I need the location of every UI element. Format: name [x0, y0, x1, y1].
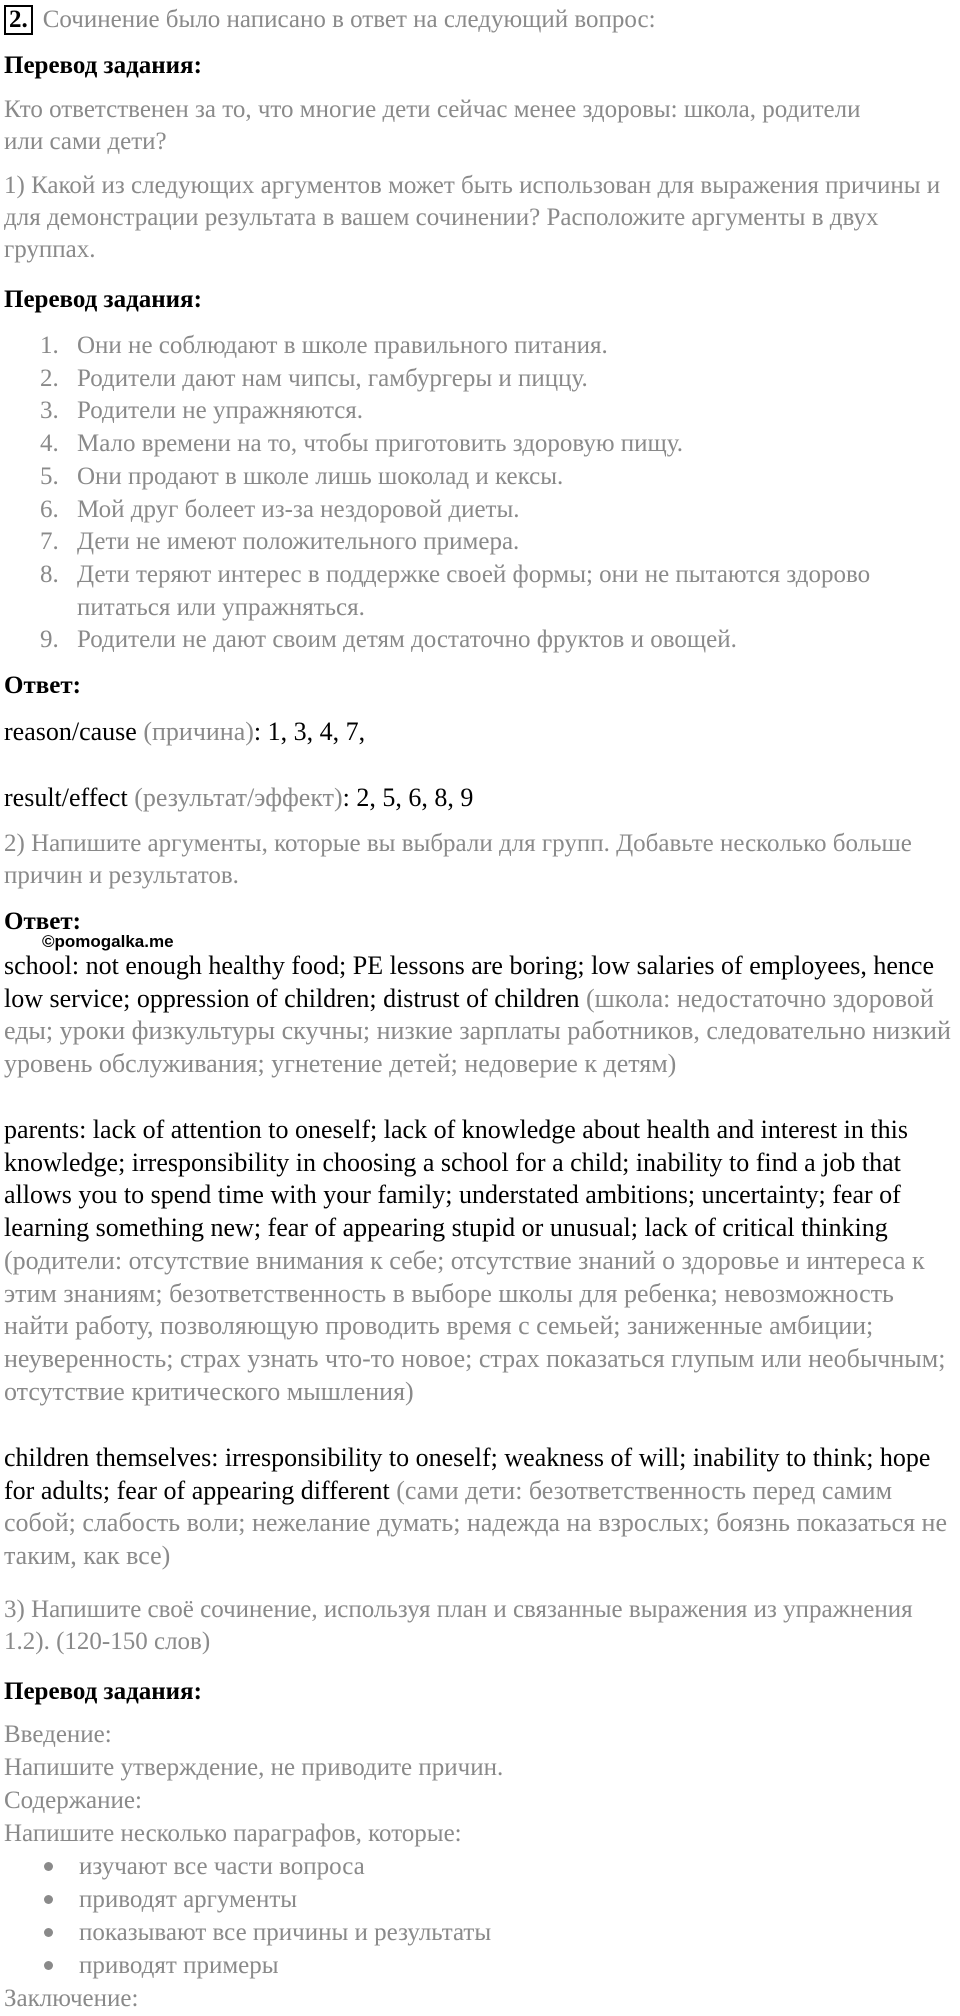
parents-paragraph: parents: lack of attention to oneself; lack of knowledge about health and interest in this knowledge; irresponsibility in choosing a school for a child; inability to find a job that allows you to spend time with your family; understated ambitions; uncertainty; fear of learning something new; fear of appearing stupid or unusual; lack of critical thinking (родители: отсутствие внимания к себе; отсутствие знаний о здоровье и интереса к этим знаниям; безответственность в выборе школы для ребенка; невозможность найти работу, позволяющую проводить время с семьей; заниженные амбиции; неуверенность; страх узнать что-то новое; страх показаться глупым или необычным; отсутствие критического мышления) — [4, 1115, 946, 1406]
school-paragraph: school: not enough healthy food; PE lessons are boring; low salaries of employees, hence low service; oppression of children; distrust of children (школа: недостаточно здоровой еды; уроки физкультуры скучны; низкие зарплаты работников, следовательно низкий уровень обслуживания; угнетение детей; недоверие к детям) — [4, 951, 951, 1079]
intro-text: Напишите утверждение, не приводите причин. — [4, 1754, 504, 1781]
translation-heading-1: Перевод задания: — [4, 52, 202, 79]
list-item: 3. Родители не упражняются. — [40, 397, 364, 425]
list-item: 6. Мой друг болеет из-за нездоровой диеты. — [40, 495, 520, 523]
list-item: 5. Они продают в школе лишь шоколад и кексы. — [40, 462, 564, 490]
bullet-icon — [44, 1895, 53, 1904]
list-item: 4. Мало времени на то, чтобы приготовить здоровую пищу. — [40, 430, 684, 458]
arguments-list — [4, 330, 904, 657]
list-item: приводят аргументы — [4, 1883, 944, 1916]
bullet-icon — [44, 1862, 53, 1871]
body-text: Напишите несколько параграфов, которые: — [4, 1820, 462, 1847]
list-item: 7. Дети не имеют положительного примера. — [40, 528, 520, 556]
task-number: 2. — [4, 5, 33, 35]
question-text: Кто ответственен за то, что многие дети сейчас менее здоровы: школа, родители или сами дети? — [4, 96, 861, 155]
intro-label: Введение: — [4, 1721, 112, 1748]
task-header — [4, 4, 954, 36]
answer-heading-2: Ответ: — [4, 908, 81, 935]
body-label: Содержание: — [4, 1787, 142, 1814]
translation-heading-3: Перевод задания: — [4, 1678, 202, 1705]
part3-prompt: 3) Напишите своё сочинение, используя план и связанные выражения из упражнения 1.2). (120-150 слов) — [4, 1596, 913, 1655]
list-item: показывают все причины и результаты — [4, 1916, 944, 1949]
task-intro: Сочинение было написано в ответ на следующий вопрос: — [42, 6, 656, 33]
part2-prompt: 2) Напишите аргументы, которые вы выбрали для групп. Добавьте несколько больше причин и результатов. — [4, 830, 912, 889]
bullet-icon — [44, 1928, 53, 1937]
conclusion-label: Заключение: — [4, 1985, 139, 2012]
reason-line: reason/cause (причина): 1, 3, 4, 7, — [4, 717, 366, 746]
list-item: 8. Дети теряют интерес в поддержке своей формы; они не пытаются здорово питаться или упражняться. — [40, 560, 871, 621]
part1-prompt: 1) Какой из следующих аргументов может быть использован для выражения причины и для демонстрации результата в вашем сочинении? Расположите аргументы в двух группах. — [4, 172, 941, 263]
plan-bullets — [4, 1850, 944, 1982]
plan-block — [4, 1718, 944, 2015]
translation-heading-2: Перевод задания: — [4, 286, 202, 313]
list-item: приводят примеры — [4, 1949, 944, 1982]
list-item: 9. Родители не дают своим детям достаточно фруктов и овощей. — [40, 626, 737, 654]
watermark: ©pomogalka.me — [42, 932, 174, 951]
list-item: изучают все части вопроса — [4, 1850, 944, 1883]
children-paragraph: children themselves: irresponsibility to oneself; weakness of will; inability to think; hope for adults; fear of appearing different (сами дети: безответственность перед самим собой; слабость воли; нежелание думать; надежда на взрослых; боязнь показаться не таким, как все) — [4, 1443, 947, 1571]
bullet-icon — [44, 1961, 53, 1970]
list-item: 1. Они не соблюдают в школе правильного питания. — [40, 332, 608, 359]
list-item: 2. Родители дают нам чипсы, гамбургеры и пиццу. — [40, 364, 588, 392]
result-line: result/effect (результат/эффект): 2, 5, 6, 8, 9 — [4, 783, 474, 812]
answer-heading-1: Ответ: — [4, 672, 81, 699]
